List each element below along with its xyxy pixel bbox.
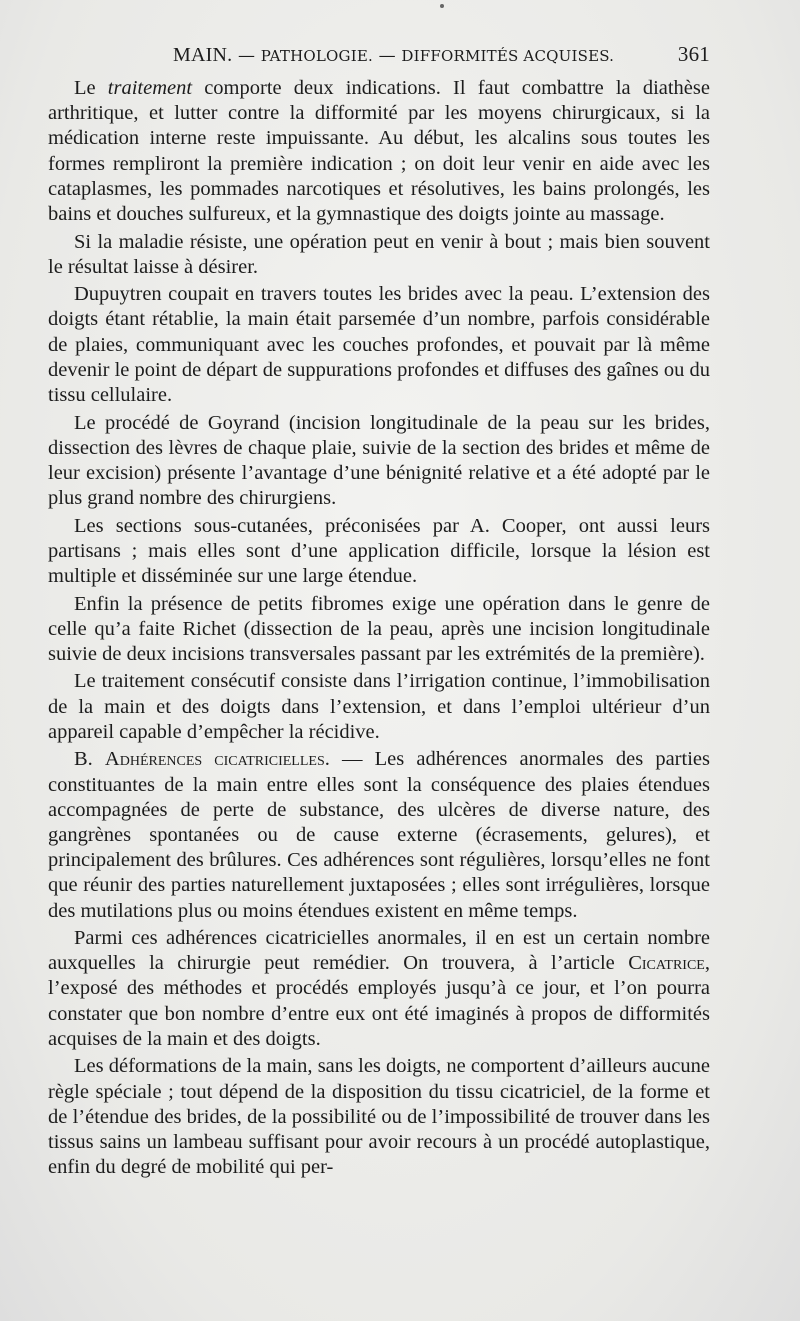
paragraph-cicatrice (48, 926, 710, 1052)
header-dash: — (232, 46, 261, 66)
section-letter: B. (74, 748, 105, 771)
paragraph-treatment-indications (48, 76, 710, 227)
paragraph-dupuytren: Dupuytren coupait en travers toutes les brides avec la peau. L’extension des doigts étant rétablie, la main était parsemée d’un nombre, parfois considérable de plaies, communiquant avec les couches profondes, et pouvait par là même devenir le point de départ de suppurations profondes et diffuses des gaînes ou du tissu cellulaire. (48, 283, 710, 407)
paragraph-lead: Le (74, 77, 108, 99)
cross-reference-cicatrice: Cicatrice (628, 952, 705, 975)
paragraph-text: — Les adhérences anormales des parties constituantes de la main entre elles sont la conséquence des plaies étendues accompagnées de perte de substance, des ulcères de diverse nature, des gangrènes spontanées ou de cause externe (écrasements, gelures), et principalement des brûlures. Ces adhérences sont régulières, lorsqu’elles ne font que réunir des parties naturellement juxtaposées ; elles sont irrégulières, lorsque des mutilations plus ou moins étendues existent en même temps. (48, 748, 710, 922)
page-number: 361 (677, 42, 710, 66)
ink-speck (440, 4, 444, 8)
emphasis-traitement: traitement (107, 77, 193, 99)
running-title-section: PATHOLOGIE. (260, 47, 373, 65)
paragraph-subcutaneous-sections: Les sections sous-cutanées, préconisées par A. Cooper, ont aussi leurs partisans ; mais elles sont d’une application difficile, lorsque la lésion est multiple et disséminée sur une large étendue. (48, 514, 710, 588)
paragraph-operation: Si la maladie résiste, une opération peut en venir à bout ; mais bien souvent le résultat laisse à désirer. (48, 230, 710, 278)
header-dash: — (372, 46, 402, 66)
body-text (48, 76, 710, 1183)
paragraph-text: Parmi ces adhérences cicatricielles anormales, il en est un certain nombre auxquelles la chirurgie peut remédier. On trouvera, à l’article (48, 927, 710, 975)
running-title-main: MAIN. (173, 44, 233, 66)
paragraph-deformations: Les déformations de la main, sans les doigts, ne comportent d’ailleurs aucune règle spéciale ; tout dépend de la disposition du tissu cicatriciel, de la forme et de l’étendue des brides, de la possibilité ou de l’impossibilité de trouver dans les tissus sains un lambeau suffisant pour avoir recours à un procédé autoplastique, enfin du degré de mobilité qui per- (48, 1055, 710, 1179)
paragraph-text: , l’exposé des méthodes et procédés employés jusqu’à ce jour, et l’on pourra constater que bon nombre d’entre eux ont été imaginés à propos de difformités acquises de la main et des doigts. (48, 952, 710, 1050)
paragraph-text: comporte deux indications. Il faut combattre la diathèse arthritique, et lutter contre la difformité par les moyens chirurgicaux, si la médication interne reste impuissante. Au début, les alcalins sous toutes les formes rempliront la première indication ; on doit leur venir en aide avec les cataplasmes, les pommades narcotiques et résolutives, les bains prolongés, les bains et douches sulfureux, et la gymnastique des doigts jointe au massage. (48, 77, 710, 226)
section-heading-adherences: Adhérences cicatricielles. (104, 748, 330, 771)
paragraph-consecutive-treatment: Le traitement consécutif consiste dans l’irrigation continue, l’immobilisation de la main et des doigts dans l’extension, et dans l’emploi ultérieur d’un appareil capable d’empêcher la récidive. (48, 670, 710, 743)
running-title-subsection: DIFFORMITÉS ACQUISES. (401, 47, 615, 65)
paragraph-goyrand: Le procédé de Goyrand (incision longitudinale de la peau sur les brides, dissection des lèvres de chaque plaie, suivie de la section des brides et même de leur excision) présente l’avantage d’une bénignité relative et a été adopté par le plus grand nombre des chirurgiens. (48, 411, 710, 510)
running-title (173, 44, 614, 67)
paragraph-fibromes: Enfin la présence de petits fibromes exige une opération dans le genre de celle qu’a faite Richet (dissection de la peau, après une incision longitudinale suivie de deux incisions transversales passant par les extrémités de la première). (48, 592, 710, 665)
running-header (48, 40, 710, 70)
paragraph-adherences (48, 747, 710, 923)
